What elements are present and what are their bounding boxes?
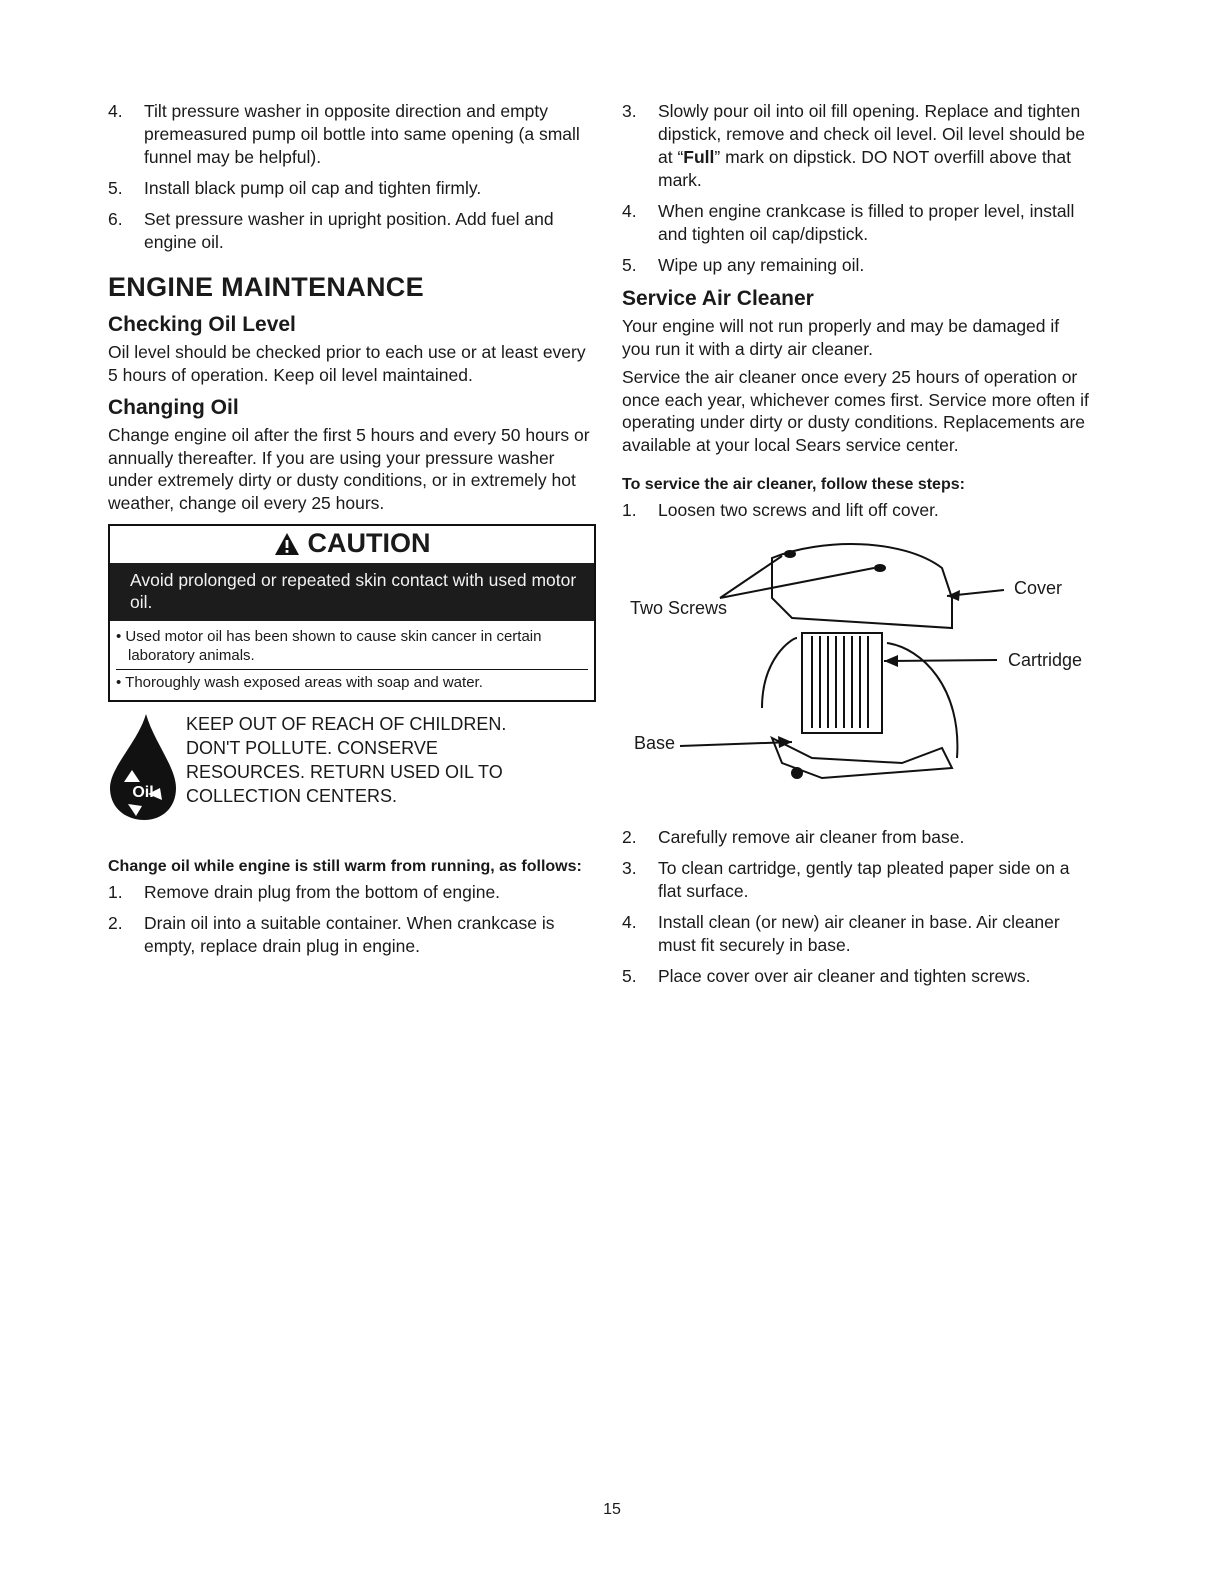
two-screws-label: Two Screws [630, 598, 728, 618]
right-column [622, 100, 1092, 996]
oil-recycle-drop-icon [108, 712, 178, 822]
air-cleaner-lead: To service the air cleaner, follow these steps: [622, 476, 965, 493]
list-item: 3. To clean cartridge, gently tap pleated paper side on a flat surface. [622, 858, 1070, 901]
caution-bullets [110, 621, 594, 700]
screw-icon [874, 564, 886, 572]
air-cleaner-step-1 [622, 499, 1092, 522]
list-item: 2. Carefully remove air cleaner from base. [622, 827, 965, 847]
screw-icon [784, 550, 796, 558]
cartridge-leader [884, 660, 997, 661]
oil-icon-label: Oil [132, 784, 154, 801]
checking-oil-title: Checking Oil Level [108, 313, 296, 336]
list-item: 5. Install black pump oil cap and tighten firmly. [108, 178, 482, 198]
cartridge-label: Cartridge [1008, 650, 1083, 670]
air-cleaner-steps [622, 826, 1092, 988]
checking-oil-text: Oil level should be checked prior to each use or at least every 5 hours of operation. Keep oil level maintained. [108, 342, 586, 385]
air-cleaner-intro: Your engine will not run properly and may be damaged if you run it with a dirty air cleaner. [622, 316, 1060, 359]
list-item: 4. When engine crankcase is filled to proper level, install and tighten oil cap/dipstick. [622, 201, 1075, 244]
pump-oil-steps [108, 100, 598, 254]
cover-label: Cover [1014, 578, 1063, 598]
section-title: ENGINE MAINTENANCE [108, 272, 424, 302]
changing-oil-title: Changing Oil [108, 396, 239, 419]
air-cleaner-diagram [622, 528, 1092, 818]
caution-box [108, 524, 596, 702]
oil-notice-text: KEEP OUT OF REACH OF CHILDREN. DON'T POLLUTE. CONSERVE RESOURCES. RETURN USED OIL TO COLLECTION CENTERS. [186, 714, 507, 806]
base-fitting [791, 767, 803, 779]
page-number: 15 [603, 1501, 621, 1518]
warning-triangle-icon [274, 532, 300, 556]
list-item: 6. Set pressure washer in upright position. Add fuel and engine oil. [108, 209, 554, 252]
fill-oil-steps [622, 100, 1092, 277]
list-item: • Thoroughly wash exposed areas with soap and water. [116, 669, 588, 692]
service-air-cleaner-title: Service Air Cleaner [622, 287, 814, 310]
list-item: 2. Drain oil into a suitable container. When crankcase is empty, replace drain plug in engine. [108, 913, 555, 956]
list-item: 1. Remove drain plug from the bottom of engine. [108, 882, 501, 902]
base-label: Base [634, 733, 676, 753]
caution-warning-text: Avoid prolonged or repeated skin contact with used motor oil. [110, 563, 594, 621]
list-item: 4. Tilt pressure washer in opposite direction and empty premeasured pump oil bottle into same opening (a small funnel may be helpful). [108, 101, 580, 167]
list-item: 1. Loosen two screws and lift off cover. [622, 500, 939, 520]
list-item: • Used motor oil has been shown to cause skin cancer in certain laboratory animals. [116, 628, 542, 664]
air-cleaner-schedule: Service the air cleaner once every 25 hours of operation or once each year, whichever comes first. Service more often if operating under dirty or dusty conditions. Replacements are available at your local Sears service center. [622, 367, 1089, 455]
cover-shape [772, 544, 952, 628]
change-oil-lead: Change oil while engine is still warm from running, as follows: [108, 858, 582, 875]
caution-header: CAUTION [110, 526, 594, 563]
list-item: 3. Slowly pour oil into oil fill opening. Replace and tighten dipstick, remove and check oil level. Oil level should be at “Full” mark on dipstick. DO NOT overfill above that mark. [622, 101, 1086, 190]
list-item: 4. Install clean (or new) air cleaner in base. Air cleaner must fit securely in base. [622, 912, 1060, 955]
left-column [108, 100, 598, 966]
list-item: 5. Place cover over air cleaner and tighten screws. [622, 966, 1031, 986]
oil-recycling-notice [108, 712, 598, 822]
change-oil-steps [108, 881, 598, 958]
air-cleaner-illustration [622, 528, 1092, 818]
changing-oil-text: Change engine oil after the first 5 hours and every 50 hours or annually thereafter. If you are using your pressure washer under extremely dirty or dusty conditions, or in extremely hot weather, change oil every 25 hours. [108, 425, 590, 513]
list-item: 5. Wipe up any remaining oil. [622, 255, 865, 275]
cartridge-shape [802, 633, 882, 733]
